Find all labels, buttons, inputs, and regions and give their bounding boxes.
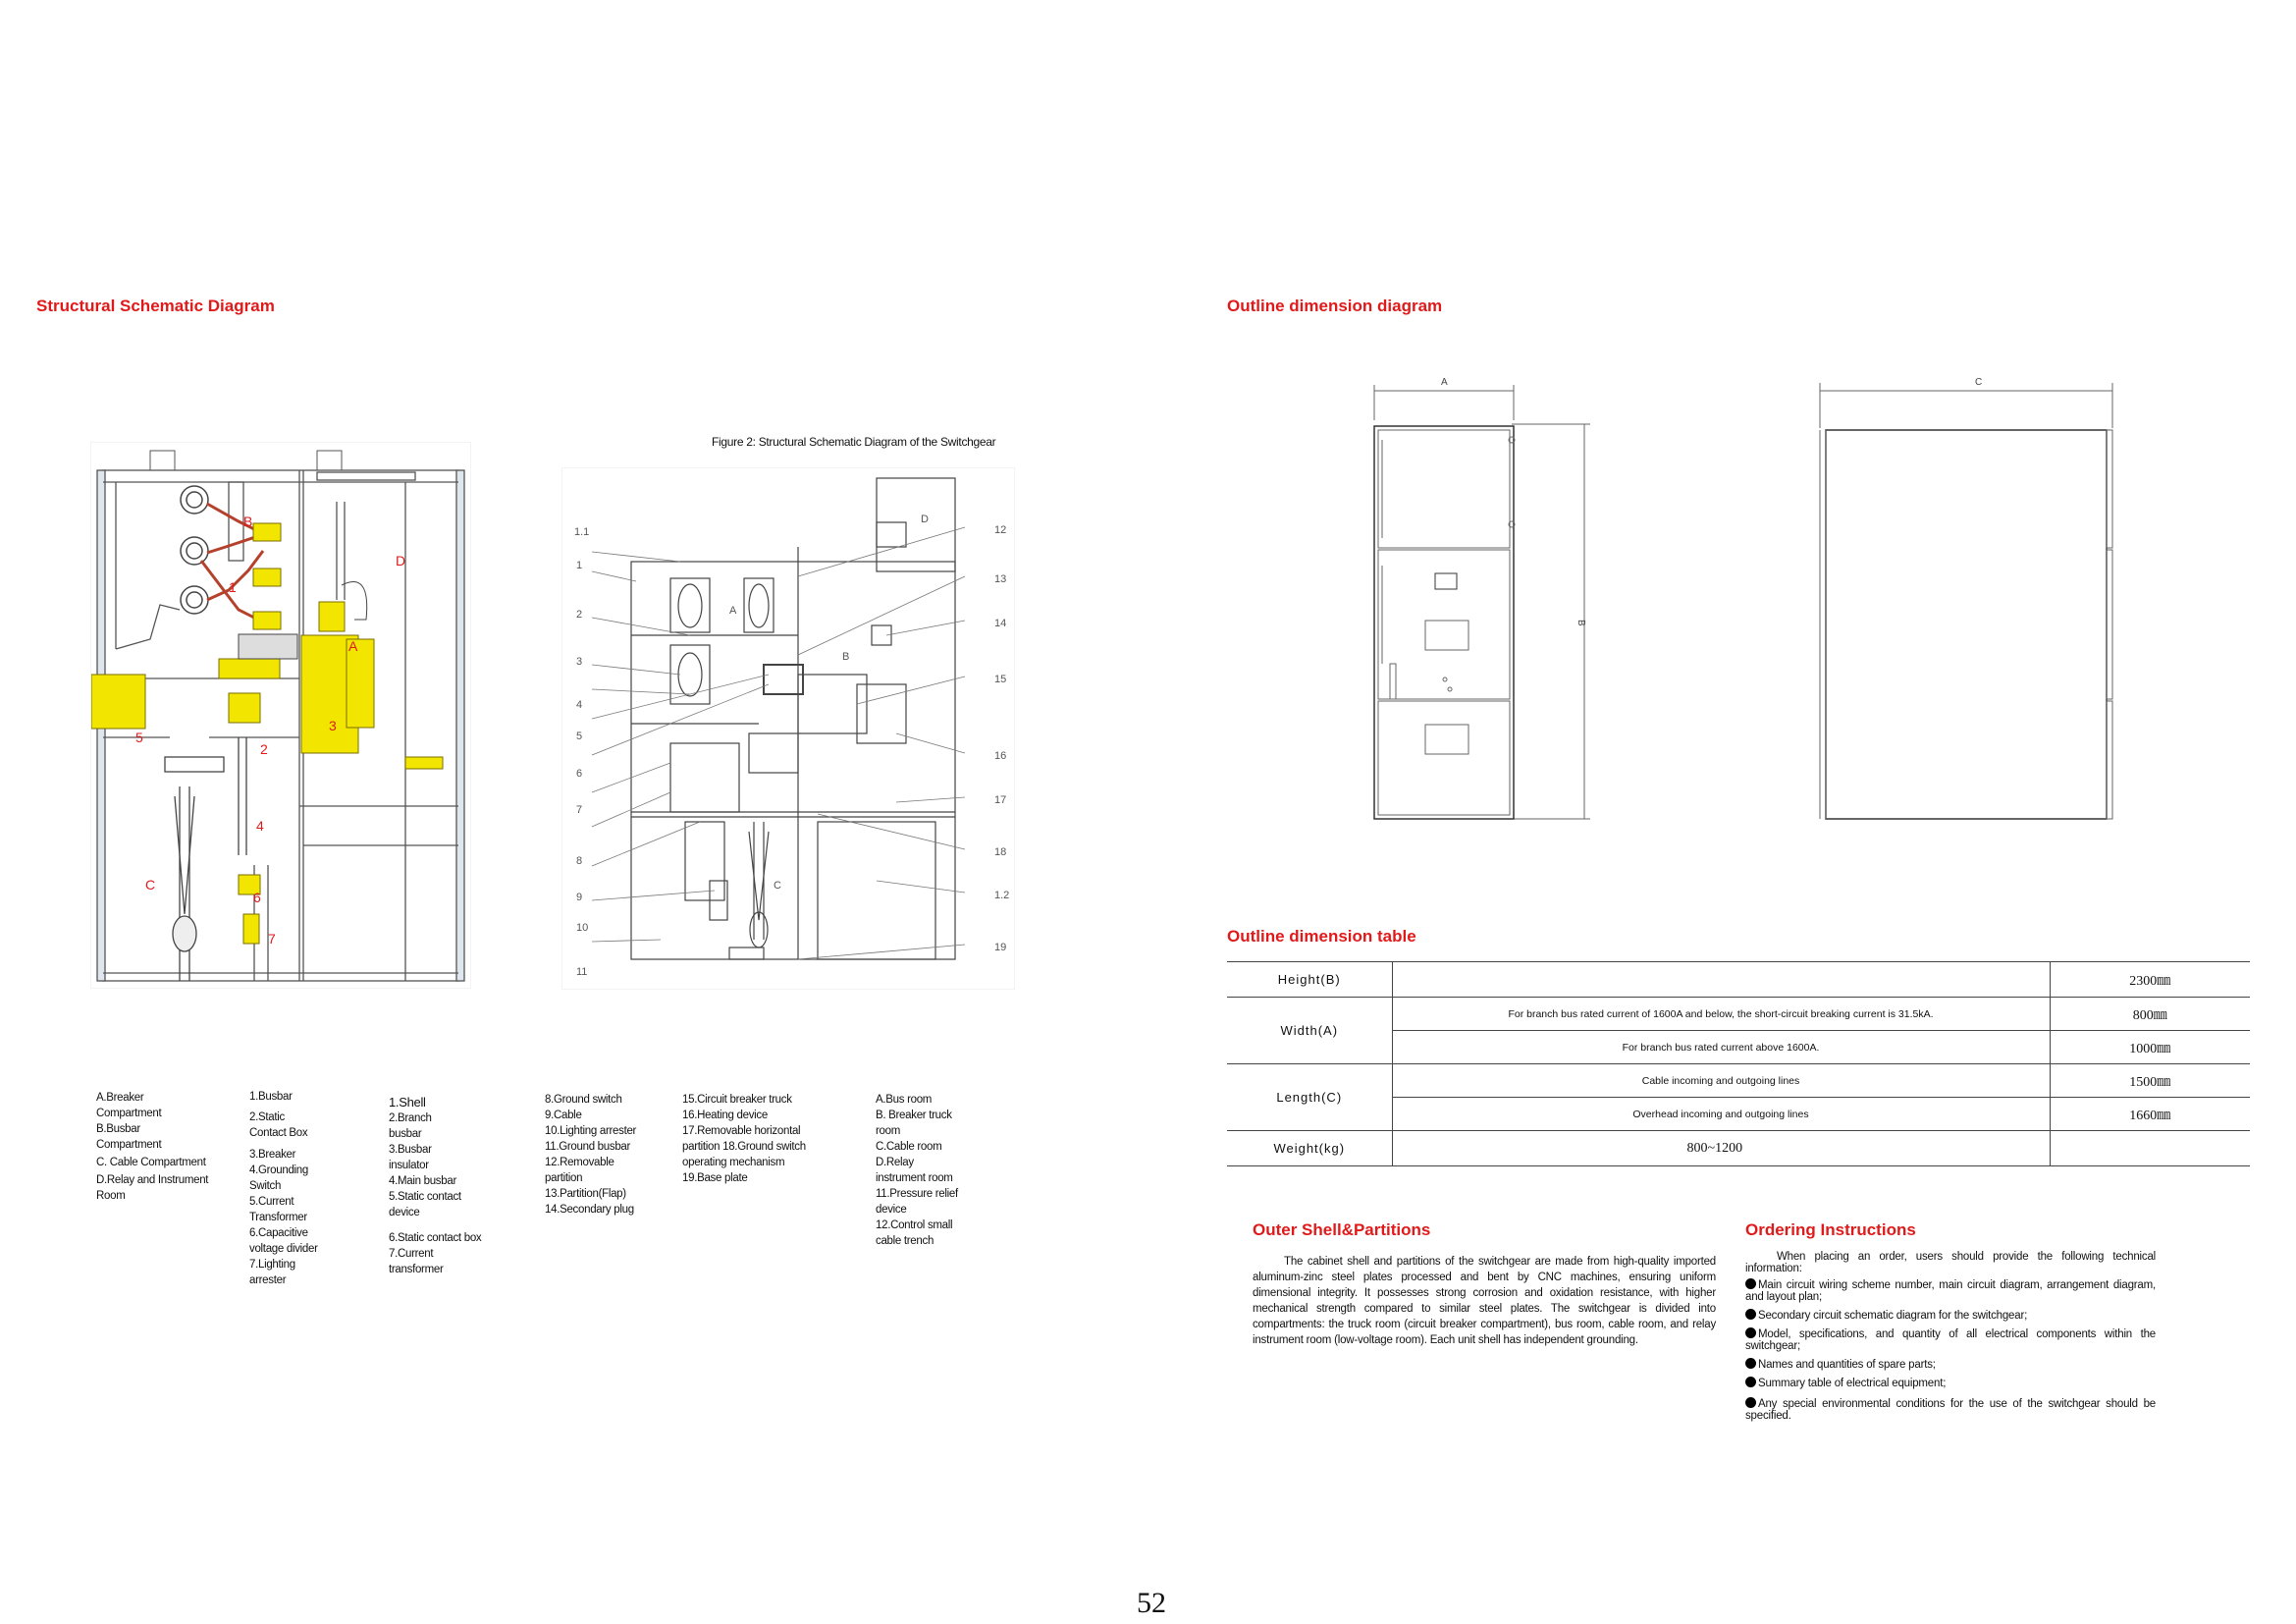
table-cell-width-value-1: 800㎜ (2050, 998, 2250, 1031)
table-row (1227, 1131, 2250, 1166)
legend-item: instrument room (876, 1172, 953, 1184)
fig2-label-4: 4 (576, 699, 583, 711)
legend-item: 7.Lighting (249, 1259, 295, 1271)
legend-item: arrester (249, 1274, 287, 1286)
fig1-label-2: 2 (260, 741, 268, 757)
ordering-intro: When placing an order, users should provide the following technical information: (1745, 1251, 2156, 1274)
legend-item: partition 18.Ground switch (682, 1141, 806, 1153)
legend-item: operating mechanism (682, 1157, 785, 1168)
legend-item: A.Bus room (876, 1094, 933, 1106)
legend-column-5 (682, 1092, 859, 1186)
section-title-structural: Structural Schematic Diagram (36, 297, 275, 315)
fig1-label-D: D (396, 553, 406, 568)
dimension-table (1227, 961, 2250, 1166)
legend-item: B.Busbar (96, 1123, 140, 1135)
switchgear-section-figure-2 (561, 467, 1015, 990)
legend-item: 5.Current (249, 1196, 294, 1208)
bullet-icon (1745, 1309, 1756, 1320)
table-cell-empty (1392, 962, 2050, 998)
legend-item: 5.Static contact (389, 1191, 461, 1203)
fig1-label-C: C (145, 877, 156, 893)
fig2-label-14: 14 (994, 618, 1007, 629)
legend-column-6 (876, 1092, 993, 1249)
fig1-label-B: B (243, 514, 253, 529)
fig2-label-17: 17 (994, 794, 1007, 806)
legend-item: room (876, 1125, 901, 1137)
legend-item: 3.Breaker (249, 1149, 296, 1161)
section-title-outline: Outline dimension diagram (1227, 297, 1443, 315)
table-cell-width-value-2: 1000㎜ (2050, 1031, 2250, 1064)
legend-item: 8.Ground switch (545, 1094, 622, 1106)
legend-item: 3.Busbar (389, 1144, 432, 1156)
legend-item: Compartment (96, 1139, 162, 1151)
table-cell-length-cond-1: Cable incoming and outgoing lines (1392, 1064, 2050, 1098)
fig2-label-7: 7 (576, 804, 583, 816)
legend-column-1 (96, 1090, 243, 1204)
fig2-label-6: 6 (576, 768, 583, 780)
legend-item: D.Relay (876, 1157, 914, 1168)
table-cell-empty (2050, 1131, 2250, 1166)
legend-item: busbar (389, 1128, 422, 1140)
legend-item: device (876, 1204, 907, 1216)
legend-item: Transformer (249, 1212, 307, 1223)
dim-label-A: A (1441, 377, 1448, 388)
dim-label-B: B (1575, 620, 1586, 626)
fig2-label-D: D (921, 514, 929, 525)
table-cell-width-cond-2: For branch bus rated current above 1600A. (1392, 1031, 2050, 1064)
legend-item: 6.Static contact box (389, 1232, 482, 1244)
dim-label-C: C (1975, 377, 1983, 388)
bullet-icon (1745, 1377, 1756, 1387)
legend-item: 19.Base plate (682, 1172, 748, 1184)
legend-item: 12.Control small (876, 1219, 953, 1231)
table-cell-weight-label: Weight(kg) (1227, 1131, 1392, 1166)
ordering-item: Any special environmental conditions for the use of the switchgear should be specified. (1745, 1398, 2156, 1422)
legend-item: C. Cable Compartment (96, 1157, 206, 1168)
fig2-label-1: 1 (576, 560, 583, 571)
legend-item: 11.Pressure relief (876, 1188, 958, 1200)
table-cell-length-value-2: 1660㎜ (2050, 1098, 2250, 1131)
legend-column-4 (545, 1092, 672, 1218)
fig2-label-12: 12 (994, 524, 1007, 536)
side-view-drawing (1812, 369, 2126, 821)
fig2-label-3: 3 (576, 656, 583, 668)
legend-item: partition (545, 1172, 583, 1184)
fig2-label-15: 15 (994, 674, 1007, 685)
table-cell-height-value: 2300㎜ (2050, 962, 2250, 998)
legend-item: 12.Removable (545, 1157, 614, 1168)
legend-item: 13.Partition(Flap) (545, 1188, 626, 1200)
ordering-item: Names and quantities of spare parts; (1745, 1358, 2156, 1371)
fig2-label-9: 9 (576, 892, 583, 903)
legend-item: 15.Circuit breaker truck (682, 1094, 792, 1106)
legend-item: A.Breaker (96, 1092, 144, 1104)
legend-item: 10.Lighting arrester (545, 1125, 637, 1137)
fig1-label-4: 4 (256, 818, 264, 834)
table-row (1227, 998, 2250, 1031)
ordering-item: Model, specifications, and quantity of all electrical components within the switchgear; (1745, 1328, 2156, 1352)
legend-item: 14.Secondary plug (545, 1204, 634, 1216)
bullet-icon (1745, 1278, 1756, 1289)
legend-item: 11.Ground busbar (545, 1141, 631, 1153)
legend-item: 2.Static (249, 1111, 285, 1123)
legend-item: transformer (389, 1264, 444, 1275)
fig1-label-7: 7 (268, 931, 276, 947)
legend-item: Contact Box (249, 1127, 308, 1139)
legend-item: 1.Busbar (249, 1091, 293, 1103)
fig2-label-A: A (729, 605, 737, 617)
legend-item: 9.Cable (545, 1110, 582, 1121)
table-cell-length-cond-2: Overhead incoming and outgoing lines (1392, 1098, 2050, 1131)
fig1-label-6: 6 (253, 890, 261, 905)
fig2-label-18: 18 (994, 846, 1007, 858)
legend-item: 2.Branch (389, 1112, 432, 1124)
fig2-label-C: C (774, 880, 781, 892)
legend-item: 17.Removable horizontal (682, 1125, 801, 1137)
table-cell-height-label: Height(B) (1227, 962, 1392, 998)
page-number: 52 (1137, 1587, 1166, 1619)
legend-item: insulator (389, 1160, 429, 1171)
legend-item: cable trench (876, 1235, 934, 1247)
legend-item: 16.Heating device (682, 1110, 768, 1121)
legend-item: Room (96, 1190, 126, 1202)
table-cell-width-cond-1: For branch bus rated current of 1600A and below, the short-circuit breaking current is 31.5kA. (1392, 998, 2050, 1031)
section-title-outer-shell: Outer Shell&Partitions (1253, 1220, 1431, 1239)
bullet-icon (1745, 1327, 1756, 1338)
fig2-label-1-2: 1.2 (994, 890, 1010, 901)
fig2-label-2: 2 (576, 609, 583, 621)
fig2-label-B: B (842, 651, 850, 663)
front-view-drawing (1364, 369, 1600, 821)
side-view-svg (1812, 369, 2126, 821)
legend-item: Compartment (96, 1108, 162, 1119)
ordering-item: Main circuit wiring scheme number, main circuit diagram, arrangement diagram, and layout plan; (1745, 1279, 2156, 1303)
fig1-label-5: 5 (135, 730, 143, 745)
switchgear-section-figure-1 (90, 442, 471, 989)
table-row (1227, 1064, 2250, 1098)
front-view-svg (1364, 369, 1600, 821)
legend-item: Switch (249, 1180, 282, 1192)
legend-column-3 (389, 1095, 507, 1277)
fig2-label-1-1: 1.1 (574, 526, 590, 538)
figure-2-drawing (562, 468, 1014, 989)
ordering-list (1745, 1251, 2156, 1422)
bullet-icon (1745, 1397, 1756, 1408)
table-cell-length-value-1: 1500㎜ (2050, 1064, 2250, 1098)
fig2-label-16: 16 (994, 750, 1007, 762)
legend-item: 4.Grounding (249, 1164, 308, 1176)
fig2-label-5: 5 (576, 731, 583, 742)
legend-item: 7.Current (389, 1248, 434, 1260)
legend-item: 1.Shell (389, 1095, 426, 1110)
bullet-icon (1745, 1358, 1756, 1369)
legend-item: 6.Capacitive (249, 1227, 308, 1239)
fig1-label-3: 3 (329, 718, 337, 733)
ordering-item: Secondary circuit schematic diagram for the switchgear; (1745, 1309, 2156, 1322)
figure-caption: Figure 2: Structural Schematic Diagram of the Switchgear (712, 435, 996, 449)
legend-item: voltage divider (249, 1243, 318, 1255)
fig2-label-10: 10 (576, 922, 589, 934)
legend-item: D.Relay and Instrument (96, 1174, 209, 1186)
legend-column-2 (249, 1089, 362, 1288)
fig1-label-A: A (348, 638, 358, 654)
legend-item: 4.Main busbar (389, 1175, 456, 1187)
figure-1-drawing (91, 443, 470, 988)
legend-item: device (389, 1207, 420, 1218)
fig1-label-1: 1 (229, 579, 237, 595)
legend-item: C.Cable room (876, 1141, 942, 1153)
fig2-label-13: 13 (994, 573, 1007, 585)
table-cell-weight-value: 800~1200 (1392, 1131, 2050, 1166)
fig2-label-11: 11 (576, 966, 588, 978)
table-cell-width-label: Width(A) (1227, 998, 1392, 1064)
legend-item: B. Breaker truck (876, 1110, 952, 1121)
section-title-ordering: Ordering Instructions (1745, 1220, 1916, 1239)
fig2-label-19: 19 (994, 942, 1007, 953)
outer-shell-paragraph: The cabinet shell and partitions of the switchgear are made from high-quality imported aluminum-zinc steel plates processed and bent by CNC machines, ensuring uniform dimensional integrity. It possesses strong corrosion and oxidation resistance, with higher mechanical strength compared to similar steel plates. The switchgear is divided into compartments: the truck room (circuit breaker compartment), bus room, cable room, and relay instrument room (low-voltage room). Each unit shell has independent grounding. (1253, 1256, 1716, 1346)
table-row (1227, 962, 2250, 998)
table-cell-length-label: Length(C) (1227, 1064, 1392, 1131)
ordering-item: Summary table of electrical equipment; (1745, 1377, 2156, 1389)
fig2-label-8: 8 (576, 855, 583, 867)
section-title-dim-table: Outline dimension table (1227, 927, 1416, 946)
